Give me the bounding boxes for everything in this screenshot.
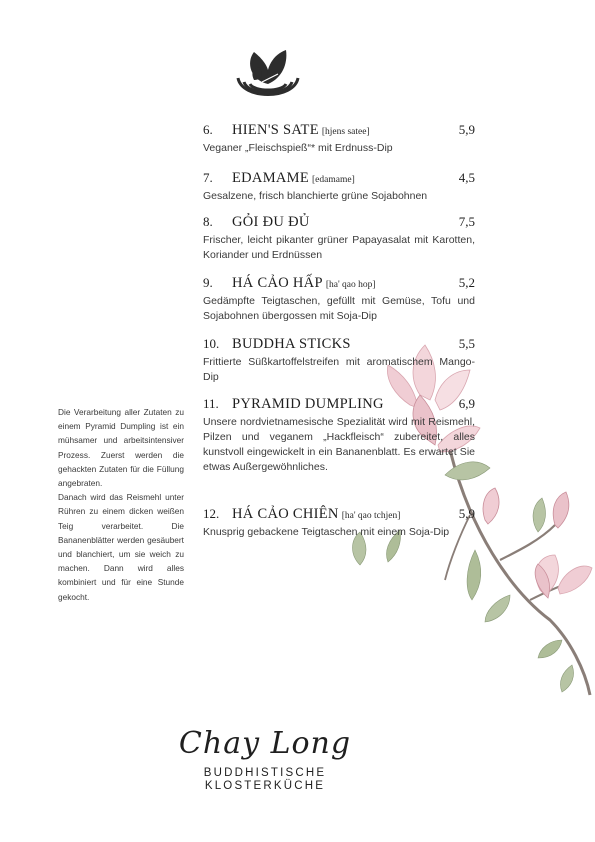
item-price: 5,5: [458, 336, 475, 351]
item-name: EDAMAME: [232, 170, 310, 186]
item-number: 11.: [203, 396, 219, 411]
item-name: GỎI ĐU ĐỦ: [232, 214, 310, 230]
brand-block: [170, 726, 360, 793]
item-description: Frittierte Süßkartoffelstreifen mit aromatischem Mango-Dip: [203, 356, 475, 383]
item-number: 10.: [203, 336, 220, 351]
item-price: 5,2: [458, 275, 475, 290]
item-price: 6,9: [458, 396, 475, 411]
menu-item: [203, 275, 475, 324]
item-description: Knusprig gebackene Teigtaschen mit einem Soja-Dip: [203, 526, 450, 538]
item-description: Gedämpfte Teigtaschen, gefüllt mit Gemüse, Tofu und Sojabohnen übergossen mit Soja-Dip: [203, 295, 475, 322]
brand-wordmark: Chay Long: [178, 726, 352, 761]
item-number: 12.: [203, 506, 220, 521]
item-name: HIEN'S SATE: [232, 122, 319, 138]
item-description: Veganer „Fleischspieß“* mit Erdnuss-Dip: [203, 142, 393, 154]
item-price: 4,5: [458, 170, 475, 185]
item-number: 9.: [203, 275, 213, 290]
item-description: Gesalzene, frisch blanchierte grüne Sojabohnen: [203, 190, 428, 202]
leaf-bowl-logo-icon: [230, 44, 306, 108]
menu-item: [203, 214, 475, 263]
item-name: PYRAMID DUMPLING: [232, 396, 384, 412]
sidenote: [58, 405, 184, 604]
brand-tagline-line2: KLOSTERKÜCHE: [204, 780, 326, 792]
item-price: 5,9: [458, 122, 475, 137]
sidenote-paragraph: Danach wird das Reismehl unter Rühren zu einem dicken weißen Teig verarbeitet. Die Bananenblätter werden gesäubert und blanchiert, um sie weich zu machen. Dann wird alles kombiniert und für eine Stunde gekocht.: [58, 492, 184, 602]
sidenote-paragraph: Die Verarbeitung aller Zutaten zu einem Pyramid Dumpling ist ein mühsamer und arbeitsintensiver Prozess. Zuerst werden die gehackten Zutaten für die Füllung angebraten.: [58, 407, 184, 489]
item-pronunciation: [edamame]: [312, 175, 355, 185]
item-description: Unsere nordvietnamesische Spezialität wird mit Reismehl, Pilzen und veganem „Hackfleisch“ zubereitet, alles kunstvoll eingewickelt in ein Bananenblatt. Es erwartet Sie etwas Außergewöhnliches.: [203, 416, 475, 473]
item-name: HÁ CẢO HẤP: [232, 275, 323, 291]
brand-tagline-line1: BUDDHISTISCHE: [203, 767, 327, 779]
item-pronunciation: [hjens satee]: [321, 127, 370, 137]
item-description: Frischer, leicht pikanter grüner Papayasalat mit Karotten, Koriander und Erdnüssen: [203, 234, 475, 261]
item-name: BUDDHA STICKS: [232, 336, 351, 352]
item-number: 6.: [203, 122, 213, 137]
item-number: 7.: [203, 170, 213, 185]
menu-item: [203, 122, 475, 156]
item-price: 5,9: [458, 506, 475, 521]
item-price: 7,5: [458, 214, 475, 229]
menu-item: [203, 396, 475, 475]
menu-item: [203, 506, 475, 540]
item-number: 8.: [203, 214, 213, 229]
menu-item: [203, 336, 475, 385]
menu-item: [203, 170, 475, 204]
item-pronunciation: [ha' qao tchjen]: [341, 511, 401, 521]
item-pronunciation: [ha' qao hop]: [325, 280, 376, 290]
item-name: HÁ CẢO CHIÊN: [232, 506, 339, 522]
